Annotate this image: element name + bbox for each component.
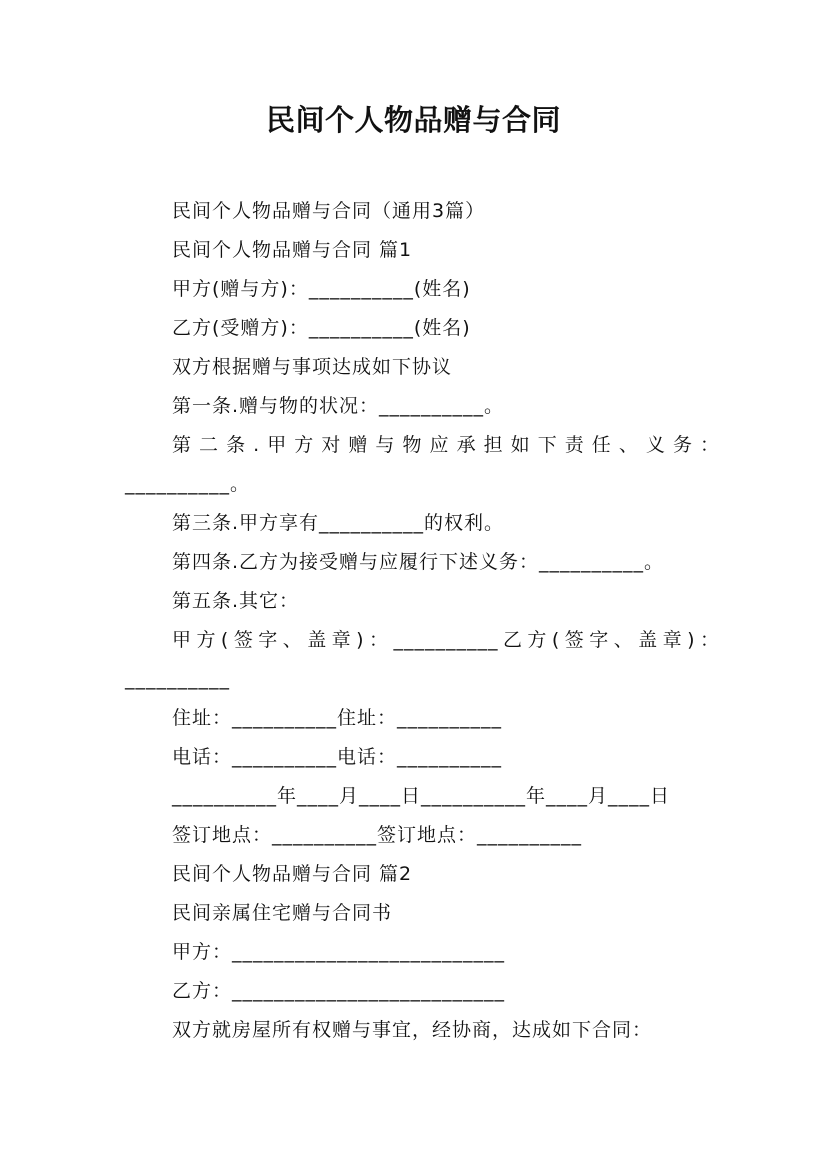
document-title: 民间个人物品赠与合同: [265, 103, 561, 137]
phone-line: 电话：__________电话：__________: [172, 746, 503, 768]
article-2-start: 第二条.甲方对赠与物应承担如下责任、义务：: [172, 434, 720, 456]
signature-line-start: 甲方(签字、盖章)：__________乙方(签字、盖章)：: [172, 629, 720, 651]
party-a-line: 甲方(赠与方)：__________(姓名): [172, 278, 471, 300]
article-2-end: __________。: [125, 473, 251, 495]
signing-location-line: 签订地点：__________签订地点：__________: [172, 824, 583, 846]
party-b-line-2: 乙方：__________________________: [172, 980, 506, 1002]
section-heading-1: 民间个人物品赠与合同 篇1: [172, 239, 413, 261]
party-a-line-2: 甲方：__________________________: [172, 941, 506, 963]
article-5: 第五条.其它：: [172, 590, 300, 612]
date-line: __________年____月____日__________年____月____日: [172, 785, 671, 807]
section-heading-2: 民间个人物品赠与合同 篇2: [172, 863, 413, 885]
document-subtitle: 民间个人物品赠与合同（通用3篇）: [172, 200, 486, 222]
agreement-intro: 双方根据赠与事项达成如下协议: [172, 356, 453, 378]
signature-line-end: __________: [125, 668, 230, 690]
article-4: 第四条.乙方为接受赠与应履行下述义务：__________。: [172, 551, 665, 573]
address-line: 住址：__________住址：__________: [172, 707, 503, 729]
contract-subtitle: 民间亲属住宅赠与合同书: [172, 902, 393, 924]
article-1: 第一条.赠与物的状况：__________。: [172, 395, 505, 417]
article-3: 第三条.甲方享有__________的权利。: [172, 512, 505, 534]
party-b-line: 乙方(受赠方)：__________(姓名): [172, 317, 471, 339]
contract-intro: 双方就房屋所有权赠与事宜，经协商，达成如下合同：: [172, 1019, 653, 1041]
